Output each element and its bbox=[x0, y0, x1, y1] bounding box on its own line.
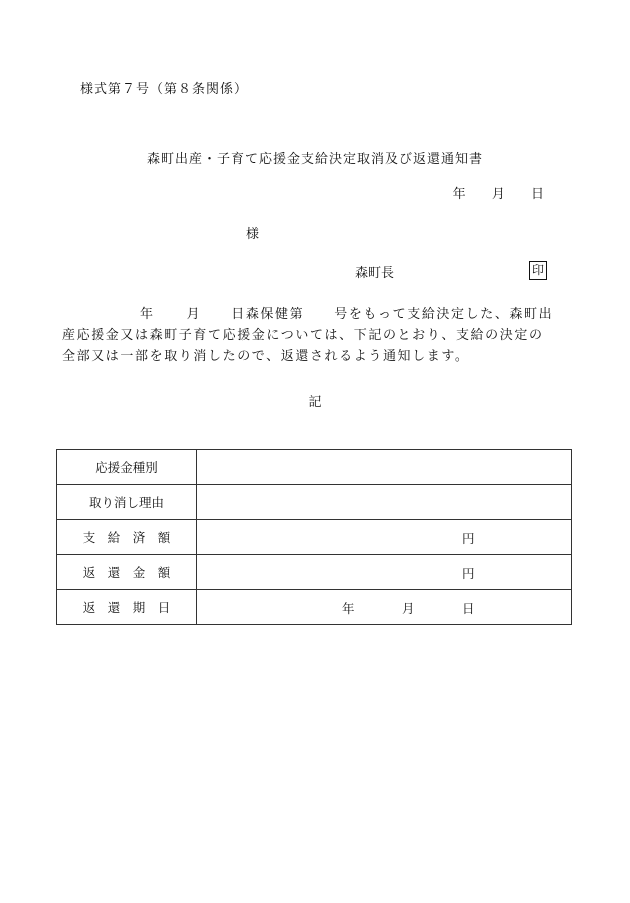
body-rest: 号をもって支給決定した、森町出 bbox=[334, 307, 554, 322]
row-value bbox=[197, 590, 572, 625]
body-day-ref: 日森保健第 bbox=[231, 307, 305, 322]
due-month: 月 bbox=[402, 601, 415, 616]
date-year: 年 bbox=[452, 187, 466, 202]
table-row bbox=[57, 590, 572, 625]
row-value bbox=[197, 520, 572, 555]
form-number: 様式第７号（第８条関係） bbox=[80, 82, 249, 97]
date-day: 日 bbox=[530, 187, 544, 202]
row-label: 返 還 期 日 bbox=[57, 590, 197, 625]
body-month: 月 bbox=[186, 307, 202, 322]
due-day: 日 bbox=[462, 601, 475, 616]
details-table bbox=[56, 449, 572, 625]
row-value bbox=[197, 555, 572, 590]
row-label: 返 還 金 額 bbox=[57, 555, 197, 590]
row-value bbox=[197, 485, 572, 520]
table-row bbox=[57, 450, 572, 485]
row-label: 取り消し理由 bbox=[57, 485, 197, 520]
yen-unit: 円 bbox=[462, 531, 475, 546]
row-value bbox=[197, 450, 572, 485]
table-row bbox=[57, 520, 572, 555]
seal-box: 印 bbox=[529, 261, 547, 280]
yen-unit: 円 bbox=[462, 566, 475, 581]
body-line-3: 全部又は一部を取り消したので、返還されるよう通知します。 bbox=[62, 349, 470, 364]
body-year: 年 bbox=[140, 307, 155, 322]
issue-date bbox=[431, 183, 544, 202]
row-label: 支 給 済 額 bbox=[57, 520, 197, 555]
document-title: 森町出産・子育て応援金支給決定取消及び返還通知書 bbox=[146, 152, 483, 167]
date-month: 月 bbox=[491, 187, 505, 202]
body-line-2: 産応援金又は森町子育て応援金については、下記のとおり、支給の決定の bbox=[62, 328, 544, 343]
ki-heading: 記 bbox=[308, 395, 322, 410]
table-row bbox=[57, 485, 572, 520]
table-row bbox=[57, 555, 572, 590]
issuer-name: 森町長 bbox=[355, 266, 395, 281]
row-label: 応援金種別 bbox=[57, 450, 197, 485]
body-line-1 bbox=[62, 303, 553, 322]
addressee-suffix: 様 bbox=[246, 227, 260, 242]
due-year: 年 bbox=[342, 601, 355, 616]
